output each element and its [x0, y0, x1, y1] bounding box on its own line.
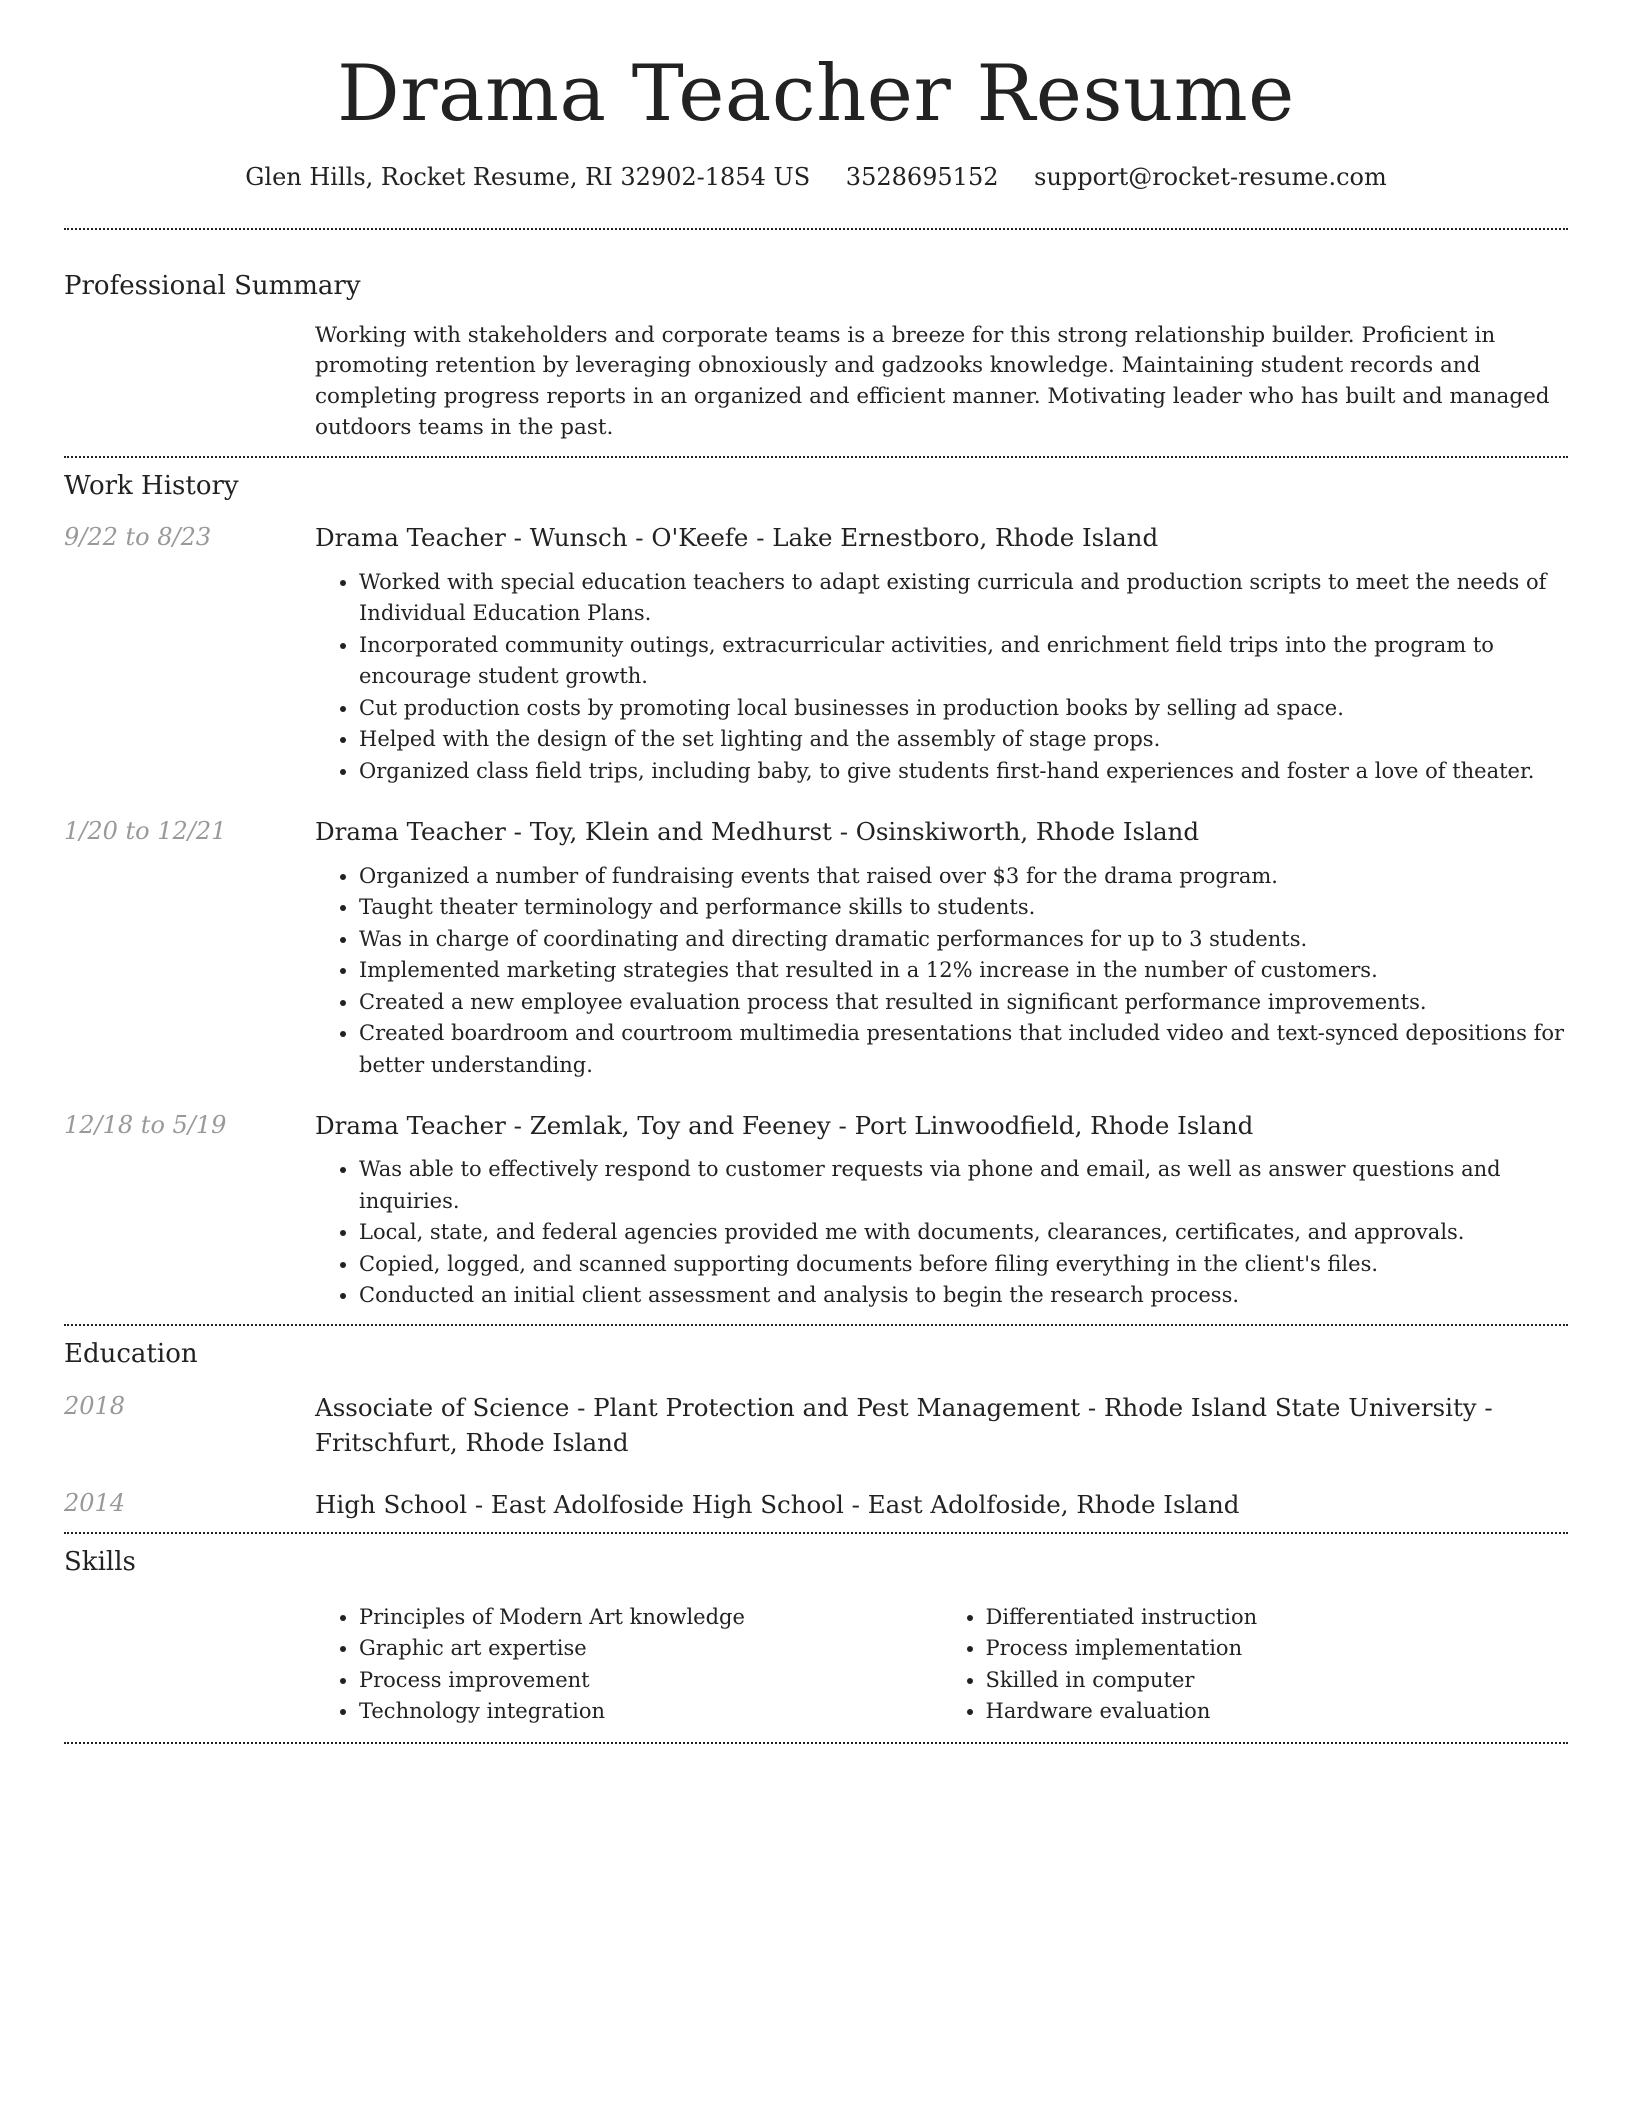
skill-item: • Technology integration — [359, 1696, 942, 1728]
education-institution: - East Adolfoside High School - East Adolfoside, Rhode Island — [467, 1489, 1240, 1519]
job-bullets — [315, 567, 1568, 788]
job-bullet: • Copied, logged, and scanned supporting documents before filing everything in the client's files. — [359, 1249, 1568, 1281]
education-entry — [64, 1487, 1568, 1523]
contact-email: support@rocket-resume.com — [1034, 162, 1387, 191]
job-title: Drama Teacher - Zemlak, Toy and Feeney - Port Linwoodfield, Rhode Island — [315, 1111, 1254, 1140]
job-bullets — [315, 1154, 1568, 1312]
education-entry — [64, 1390, 1568, 1461]
job-bullet: • Worked with special education teachers to adapt existing curricula and production scripts to meet the needs of Individual Education Plans. — [359, 567, 1568, 630]
job-dates: 1/20 to 12/21 — [64, 817, 227, 846]
job-bullet: • Was in charge of coordinating and directing dramatic performances for up to 3 students. — [359, 924, 1568, 956]
summary-heading: Professional Summary — [64, 270, 361, 301]
job-title: Drama Teacher - Toy, Klein and Medhurst - Osinskiworth, Rhode Island — [315, 817, 1200, 847]
skill-item: • Differentiated instruction — [986, 1602, 1569, 1634]
education-heading: Education — [64, 1338, 198, 1369]
work-history-heading: Work History — [64, 470, 239, 501]
job-bullet: • Implemented marketing strategies that resulted in a 12% increase in the number of customers. — [359, 955, 1568, 987]
resume-title: Drama Teacher Resume — [337, 49, 1295, 139]
job-bullet: • Created boardroom and courtroom multimedia presentations that included video and text-synced depositions for better understanding. — [359, 1018, 1568, 1081]
skills-list-left — [315, 1602, 942, 1728]
job-dates: 9/22 to 8/23 — [64, 523, 212, 552]
skill-item: • Process implementation — [986, 1633, 1569, 1665]
job-bullet: • Incorporated community outings, extracurricular activities, and enrichment field trips into the program to encourage student growth. — [359, 630, 1568, 693]
job-bullet: • Was able to effectively respond to customer requests via phone and email, as well as answer questions and inquiries. — [359, 1154, 1568, 1217]
job-bullet: • Organized class field trips, including baby, to give students first-hand experiences and foster a love of theater. — [359, 756, 1568, 788]
contact-phone: 3528695152 — [845, 162, 999, 191]
work-history-section — [64, 458, 1568, 1312]
education-year: 2014 — [64, 1488, 126, 1517]
skill-item: • Hardware evaluation — [986, 1696, 1569, 1728]
job-bullet: • Conducted an initial client assessment and analysis to begin the research process. — [359, 1280, 1568, 1312]
education-section — [64, 1326, 1568, 1522]
skills-section — [64, 1534, 1568, 1728]
contact-address: Glen Hills, Rocket Resume, RI 32902-1854 US — [245, 162, 811, 191]
summary-section — [64, 230, 1568, 444]
skill-item: • Graphic art expertise — [359, 1633, 942, 1665]
contact-line — [64, 162, 1568, 193]
summary-text: Working with stakeholders and corporate teams is a breeze for this strong relationship builder. Proficient in promoting retention by leveraging obnoxiously and gadzooks knowledge. Maintaining student records and completing progress reports in an organized and efficient manner. Motivating leader who has built and managed outdoors teams in the past. — [315, 322, 1550, 440]
job-bullet: • Created a new employee evaluation process that resulted in significant performance improvements. — [359, 987, 1568, 1019]
job-entry — [64, 1109, 1568, 1312]
skills-heading: Skills — [64, 1547, 136, 1578]
education-degree: Associate of Science - Plant Protection and Pest Management — [315, 1392, 1081, 1422]
skills-columns — [315, 1602, 1568, 1728]
skill-item: • Process improvement — [359, 1665, 942, 1697]
education-degree: High School — [315, 1489, 468, 1519]
education-year: 2018 — [64, 1391, 126, 1420]
job-dates: 12/18 to 5/19 — [64, 1111, 227, 1139]
job-bullet: • Helped with the design of the set lighting and the assembly of stage props. — [359, 724, 1568, 756]
job-bullet: • Local, state, and federal agencies provided me with documents, clearances, certificates, and approvals. — [359, 1217, 1568, 1249]
job-entry — [64, 815, 1568, 1081]
job-entry — [64, 521, 1568, 787]
section-divider — [64, 1742, 1568, 1744]
skill-item: • Principles of Modern Art knowledge — [359, 1602, 942, 1634]
skills-list-right — [942, 1602, 1569, 1728]
job-bullet: • Cut production costs by promoting local businesses in production books by selling ad space. — [359, 693, 1568, 725]
job-title: Drama Teacher - Wunsch - O'Keefe - Lake Ernestboro, Rhode Island — [315, 523, 1159, 553]
job-bullet: • Organized a number of fundraising events that raised over $3 for the drama program. — [359, 861, 1568, 893]
skill-item: • Skilled in computer — [986, 1665, 1569, 1697]
education-institution: - Rhode Island State University - Fritschfurt, Rhode Island — [315, 1392, 1493, 1458]
job-bullets — [315, 861, 1568, 1082]
job-bullet: • Taught theater terminology and performance skills to students. — [359, 892, 1568, 924]
